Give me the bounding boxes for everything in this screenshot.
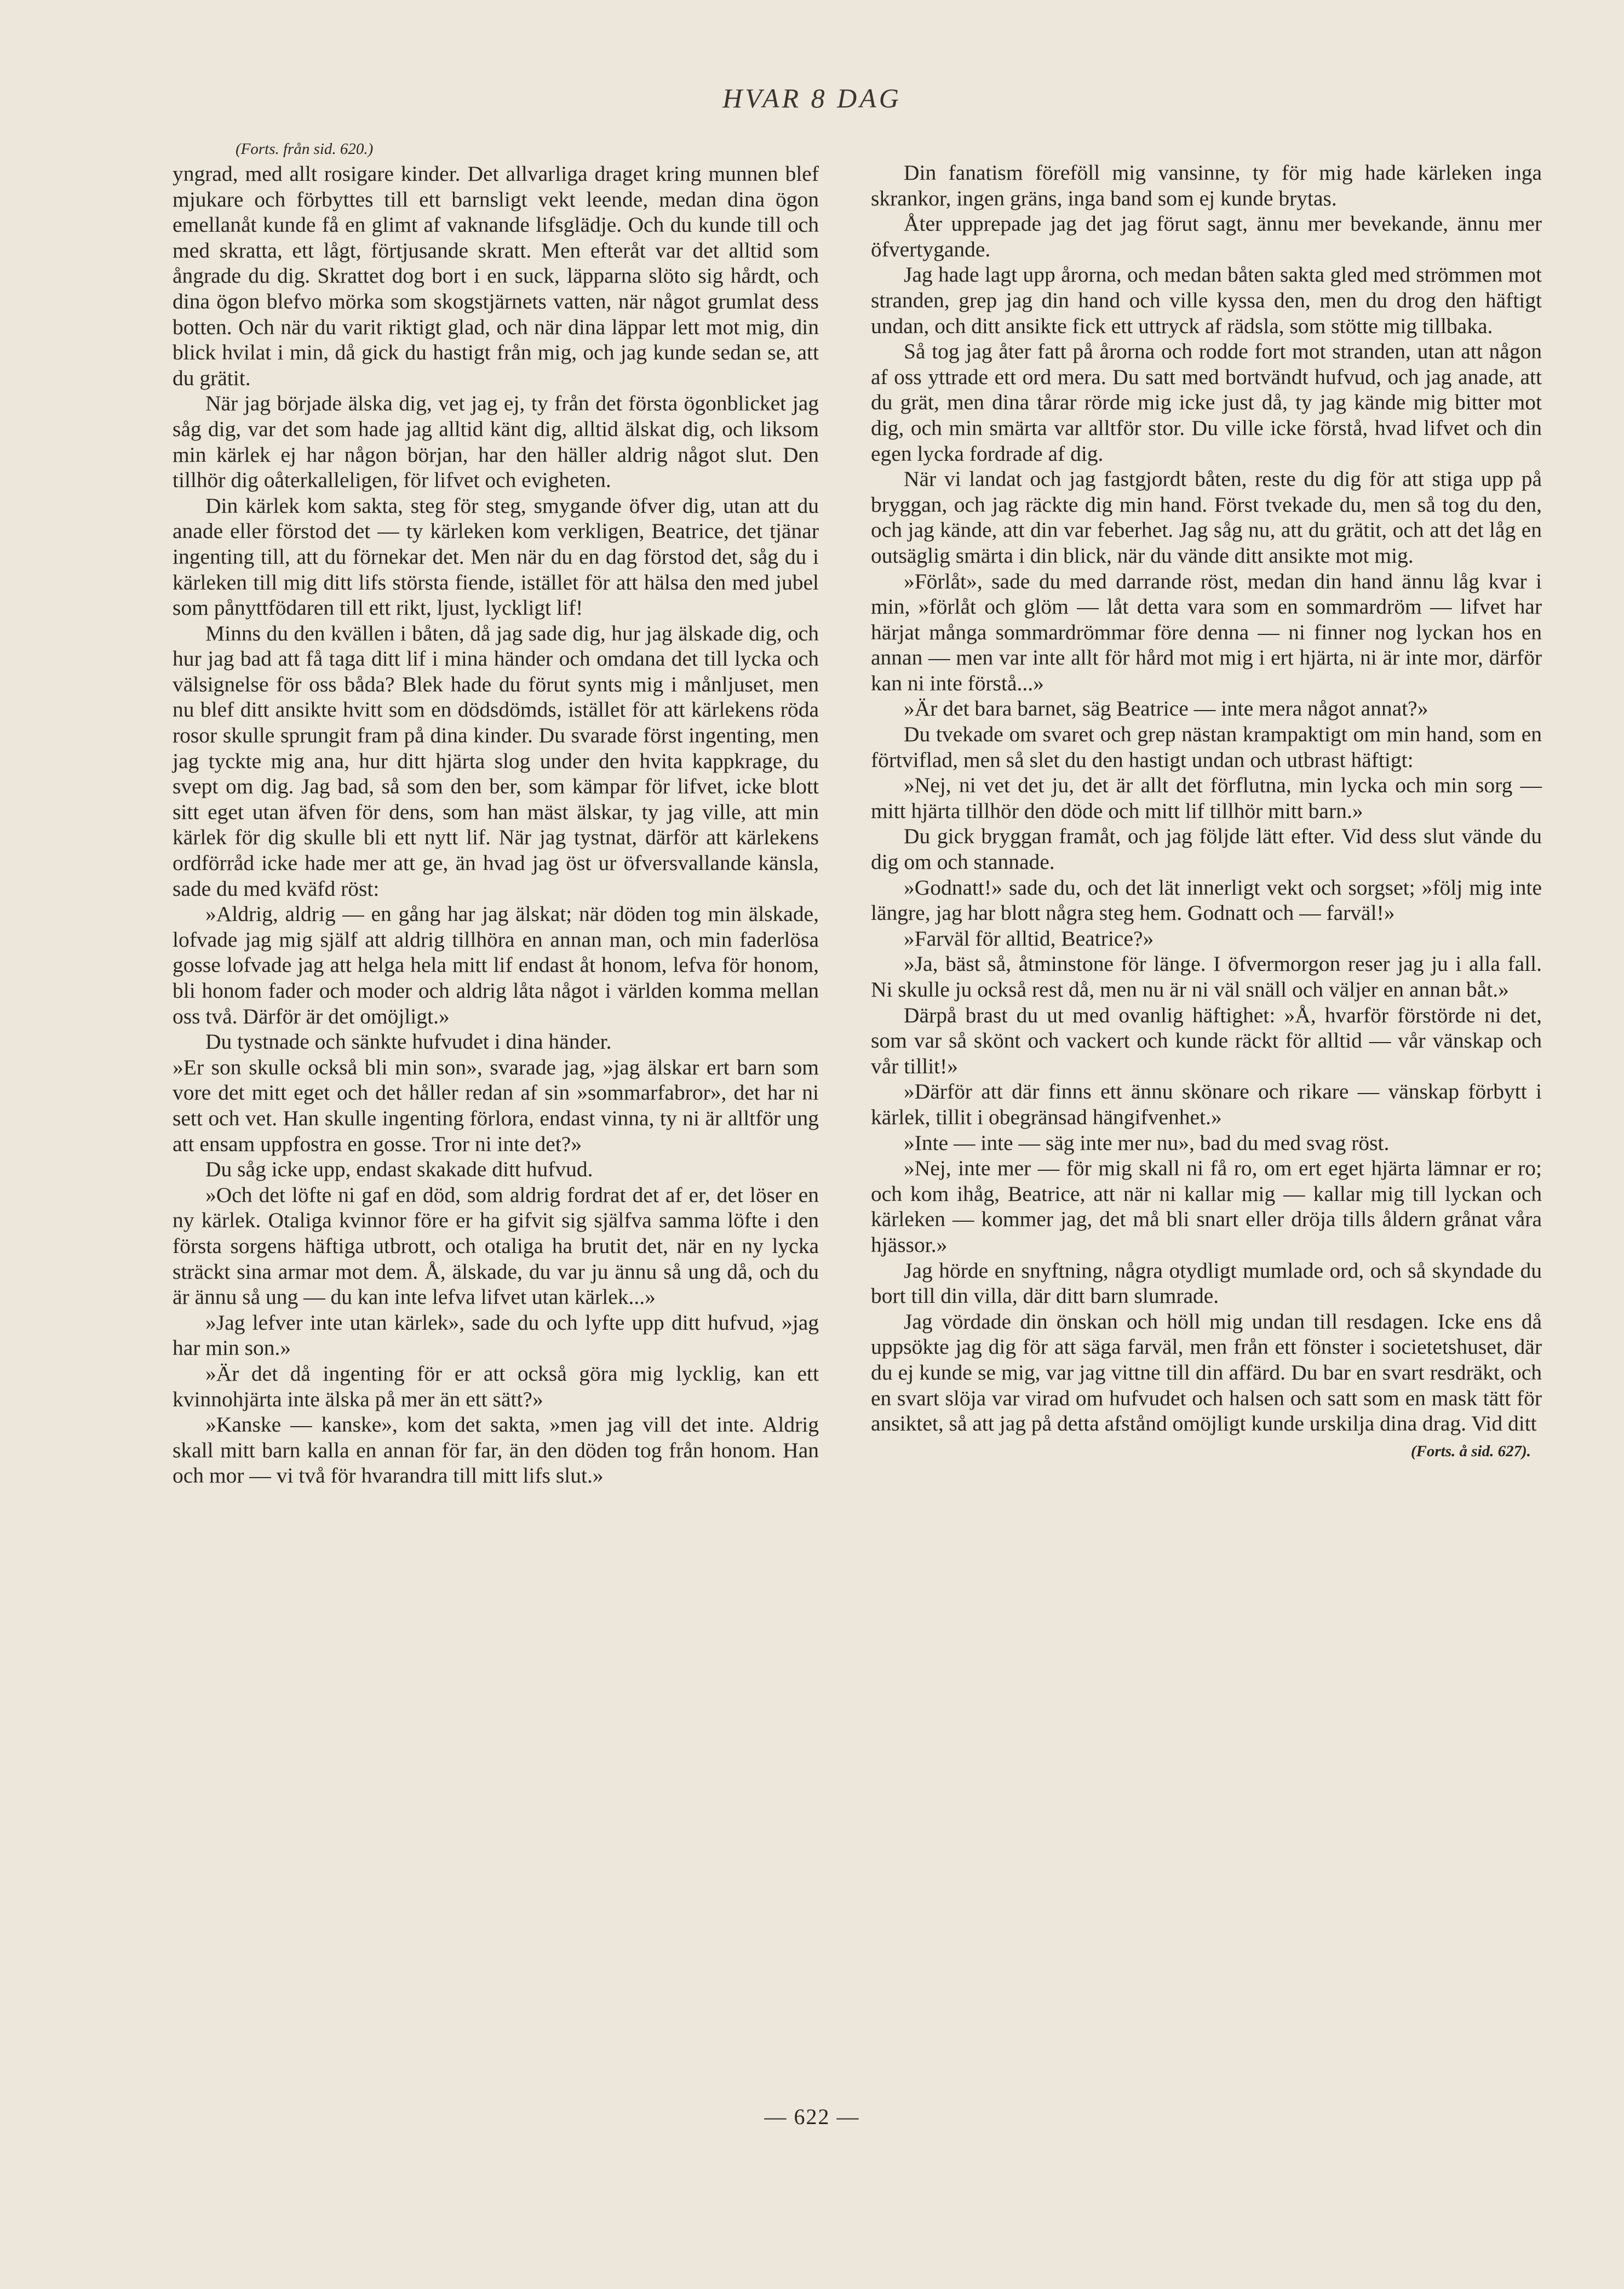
continued-from-note: (Forts. från sid. 620.) bbox=[236, 140, 374, 158]
right-column bbox=[871, 160, 1542, 1464]
paragraph: Så tog jag åter fatt på årorna och rodde fort mot stranden, utan att någon af oss yttrade ett ord mera. Du satt med bortvändt hufvud, och jag anade, att du grät, men dina tårar rörde mig icke just då, ty jag kände mig bitter mot dig, och min smärta var alltför stor. Du ville icke förstå, hvad lifvet och din egen lycka fordrade af dig. bbox=[871, 339, 1542, 466]
paragraph: Du gick bryggan framåt, och jag följde lätt efter. Vid dess slut vände du dig om och stannade. bbox=[871, 824, 1542, 874]
paragraph: Därpå brast du ut med ovanlig häftighet: »Å, hvarför förstörde ni det, som var så skönt och vackert och kunde räckt för alltid — vår vänskap och vår tillit!» bbox=[871, 1003, 1542, 1078]
paragraph: Jag vördade din önskan och höll mig undan till resdagen. Icke ens då uppsökte jag dig för att säga farväl, men från ett fönster i societetshuset, där du ej kunde se mig, var jag vittne till din affärd. Du bar en svart resdräkt, och en svart slöja var virad om hufvudet och halsen och satt som en mask tätt för ansiktet, så att jag på detta afstånd omöjligt kunde urskilja dina drag. Vid ditt bbox=[871, 1309, 1542, 1436]
paragraph: »Jag lefver inte utan kärlek», sade du och lyfte upp ditt hufvud, »jag har min son.» bbox=[173, 1310, 819, 1360]
running-head: HVAR 8 DAG bbox=[722, 83, 902, 113]
paragraph: Jag hade lagt upp årorna, och medan båten sakta gled med strömmen mot stranden, grep jag din hand och ville kyssa den, men du drog den häftigt undan, och ditt ansikte fick ett uttryck af rädsla, som stötte mig tillbaka. bbox=[871, 262, 1542, 338]
paragraph: Du tystnade och sänkte hufvudet i dina händer. bbox=[205, 1029, 612, 1054]
paragraph: »Godnatt!» sade du, och det lät innerligt vekt och sorgset; »följ mig inte längre, jag har blott några steg hem. Godnatt och — farväl!» bbox=[871, 875, 1542, 925]
paragraph: »Aldrig, aldrig — en gång har jag älskat; när döden tog min älskade, lofvade jag mig själf att aldrig tillhöra en annan man, och min faderlösa gosse lofvade jag att helga hela mitt lif endast åt honom, lefva för honom, bli honom fader och moder och aldrig låta något i världen komma mellan oss två. Därför är det omöjligt.» bbox=[173, 902, 819, 1028]
paragraph: »Nej, inte mer — för mig skall ni få ro, om ert eget hjärta lämnar er ro; och kom ihåg, Beatrice, att när ni kallar mig — kallar mig till lyckan och kärleken — kommer jag, det må bli snart eller dröja tills åldern grånat våra hjässor.» bbox=[871, 1156, 1542, 1257]
left-column bbox=[173, 137, 819, 1489]
paragraph: »Och det löfte ni gaf en död, som aldrig fordrat det af er, det löser en ny kärlek. Otaliga kvinnor före er ha gifvit sig själfva samma löfte i den första sorgens häftiga utbrott, och otaliga ha brutit det, när en ny lycka sträckt sina armar mot dem. Å, älskade, du var ju ännu så ung då, och du är ännu så ung — du kan inte lefva lifvet utan kärlek...» bbox=[173, 1182, 819, 1309]
paragraph: Jag hörde en snyftning, några otydligt mumlade ord, och så skyndade du bort till din villa, där ditt barn slumrade. bbox=[871, 1258, 1542, 1308]
paragraph: »Er son skulle också bli min son», svarade jag, »jag älskar ert barn som vore det mitt eget och det håller redan af sin »sommarfabror», det har ni sett och vet. Han skulle ingenting förlora, endast vinna, ty ni är alltför ung att ensam uppfostra en gosse. Tror ni inte det?» bbox=[173, 1055, 819, 1156]
paragraph: Du såg icke upp, endast skakade ditt hufvud. bbox=[205, 1157, 593, 1182]
paragraph: »Farväl för alltid, Beatrice?» bbox=[904, 926, 1154, 951]
paragraph: Du tvekade om svaret och grep nästan krampaktigt om min hand, som en förtviflad, men så slet du den hastigt undan och utbrast häftigt: bbox=[871, 722, 1542, 772]
paragraph: »Inte — inte — säg inte mer nu», bad du med svag röst. bbox=[904, 1130, 1390, 1155]
paragraph: yngrad, med allt rosigare kinder. Det allvarliga draget kring munnen blef mjukare och förbyttes till ett barnsligt vekt leende, medan dina ögon emellanåt kunde få en glimt af vaknande lifsglädje. Och du kunde till och med skratta, ett lågt, förtjusande skratt. Men efteråt var det alltid som ångrade du dig. Skrattet dog bort i en suck, läpparna slöto sig hårdt, och dina ögon blefvo mörka som skogstjärnets vatten, när något grumlat dess botten. Och när du varit riktigt glad, och när dina läppar lett mot mig, din blick hvilat i min, då gick du hastigt från mig, och jag kunde sedan se, att du grätit. bbox=[173, 162, 819, 390]
continued-on-note: (Forts. å sid. 627). bbox=[1410, 1442, 1531, 1460]
paragraph: »Kanske — kanske», kom det sakta, »men jag vill det inte. Aldrig skall mitt barn kalla en annan för far, än den döden tog från honom. Han och mor — vi två för hvarandra till mitt lifs slut.» bbox=[173, 1412, 819, 1488]
paragraph: Din fanatism föreföll mig vansinne, ty för mig hade kärleken inga skrankor, ingen gräns, inga band som ej kunde brytas. bbox=[871, 161, 1542, 210]
paragraph: Minns du den kvällen i båten, då jag sade dig, hur jag älskade dig, och hur jag bad att få taga ditt lif i mina händer och omdana det till lycka och välsignelse för oss båda? Blek hade du förut synts mig i månljuset, men nu blef ditt ansikte hvitt som en dödsdömds, istället för att kärlekens röda rosor skulle sprungit fram på dina kinder. Du svarade först ingenting, men jag tyckte mig ana, hur ditt hjärta slog under den hvita kappkrage, du svept om dig. Jag bad, så som den ber, som kämpar för lifvet, icke blott sitt eget utan äfven för dens, som han mäst älskar, ty jag ville, att min kärlek för dig skulle bli ett nytt lif. När jag tystnat, därför att kärlekens ordförråd icke hade mer att ge, än hvad jag öst ur öfversvallande känsla, sade du med kväfd röst: bbox=[173, 621, 819, 901]
paragraph: »Förlåt», sade du med darrande röst, medan din hand ännu låg kvar i min, »förlåt och glöm — låt detta vara som en sommardröm — lifvet har härjat många sommardrömmar före denna — ni finner nog lyckan hos en annan — men var inte allt för hård mot mig i ert hjärta, ni är inte mor, därför kan ni inte förstå...» bbox=[871, 569, 1542, 695]
paragraph: Din kärlek kom sakta, steg för steg, smygande öfver dig, utan att du anade eller förstod det — ty kärleken kom verkligen, Beatrice, det tjänar ingenting till, att du förnekar det. Men när du en dag förstod det, såg du i kärleken till mig ditt lifs största fiende, istället för att hälsa den med jubel som pånyttfödaren till ett rikt, ljust, lyckligt lif! bbox=[173, 493, 819, 620]
page-number: — 622 — bbox=[764, 2104, 860, 2129]
paragraph: »Är det då ingenting för er att också göra mig lycklig, kan ett kvinnohjärta inte älska på mer än ett sätt?» bbox=[173, 1361, 819, 1411]
paragraph: Åter upprepade jag det jag förut sagt, ännu mer bevekande, ännu mer öfvertygande. bbox=[871, 211, 1542, 261]
paragraph: När jag började älska dig, vet jag ej, ty från det första ögonblicket jag såg dig, var det som hade jag alltid känt dig, alltid älskat dig, och liksom min kärlek ej har någon början, har den häller aldrig något slut. Den tillhör dig oåterkalleligen, för lifvet och evigheten. bbox=[173, 391, 819, 493]
paragraph: »Nej, ni vet det ju, det är allt det förflutna, min lycka och min sorg — mitt hjärta tillhör den döde och mitt lif tillhör mitt barn.» bbox=[871, 773, 1542, 823]
paragraph: »Ja, bäst så, åtminstone för länge. I öfvermorgon reser jag ju i alla fall. Ni skulle ju också rest då, men nu är ni väl snäll och väljer en annan båt.» bbox=[871, 952, 1542, 1002]
paragraph: »Därför att där finns ett ännu skönare och rikare — vänskap förbytt i kärlek, tillit i obegränsad hängifvenhet.» bbox=[871, 1079, 1542, 1129]
paragraph: »Är det bara barnet, säg Beatrice — inte mera något annat?» bbox=[904, 696, 1428, 721]
paragraph: När vi landat och jag fastgjordt båten, reste du dig för att stiga upp på bryggan, och jag räckte dig min hand. Först tvekade du, men så tog du den, och jag kände, att din var feberhet. Jag såg nu, att du grätit, och att det låg en outsäglig smärta i din blick, när du vände ditt ansikte mot mig. bbox=[871, 467, 1542, 568]
